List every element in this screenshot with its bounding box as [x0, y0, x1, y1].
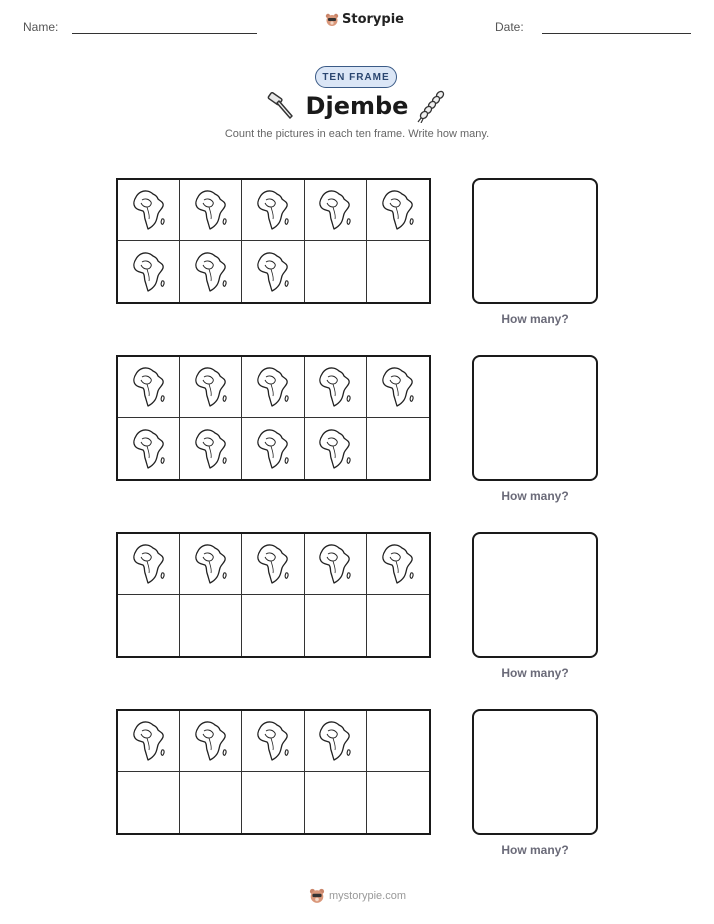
page-title: Djembe	[305, 92, 409, 120]
frame-cell-filled	[180, 418, 242, 479]
frame-cell-empty	[242, 595, 304, 656]
date-line[interactable]	[542, 33, 691, 34]
africa-map-icon	[315, 427, 355, 471]
frame-cell-empty	[242, 772, 304, 833]
frame-cell-filled	[118, 418, 180, 479]
frame-cell-filled	[242, 534, 304, 595]
frame-cell-filled	[118, 241, 180, 302]
frame-cell-filled	[305, 180, 367, 241]
ten-frame-2	[116, 355, 431, 481]
africa-map-icon	[129, 250, 169, 294]
frame-cell-empty	[118, 595, 180, 656]
brand-name: Storypie	[342, 12, 404, 27]
frame-cell-filled	[242, 241, 304, 302]
bear-icon	[309, 888, 325, 904]
how-many-label-3: How many?	[501, 666, 569, 680]
frame-cell-filled	[242, 711, 304, 772]
africa-map-icon	[378, 188, 418, 232]
ten-frame-3	[116, 532, 431, 658]
brand-logo	[325, 12, 404, 27]
frame-cell-filled	[118, 534, 180, 595]
frame-cell-filled	[367, 180, 429, 241]
africa-map-icon	[253, 719, 293, 763]
africa-map-icon	[253, 542, 293, 586]
answer-box-2[interactable]	[472, 355, 598, 481]
answer-box-3[interactable]	[472, 532, 598, 658]
ten-frame-badge: TEN FRAME	[315, 66, 397, 88]
frame-cell-empty	[367, 711, 429, 772]
africa-map-icon	[191, 188, 231, 232]
africa-map-icon	[191, 427, 231, 471]
frame-cell-filled	[305, 418, 367, 479]
africa-map-icon	[129, 365, 169, 409]
frame-cell-filled	[242, 357, 304, 418]
africa-map-icon	[253, 250, 293, 294]
frame-cell-filled	[305, 711, 367, 772]
frame-cell-empty	[305, 241, 367, 302]
frame-cell-filled	[367, 534, 429, 595]
frame-cell-filled	[180, 711, 242, 772]
frame-cell-empty	[367, 772, 429, 833]
frame-cell-filled	[180, 180, 242, 241]
name-label: Name:	[23, 20, 59, 34]
date-label: Date:	[495, 20, 524, 34]
footer-url[interactable]: mystorypie.com	[329, 890, 407, 902]
africa-map-icon	[315, 719, 355, 763]
answer-box-4[interactable]	[472, 709, 598, 835]
frame-cell-filled	[305, 357, 367, 418]
bear-icon	[325, 13, 339, 27]
ten-frame-1	[116, 178, 431, 304]
frame-cell-filled	[367, 357, 429, 418]
frame-cell-filled	[180, 534, 242, 595]
name-line[interactable]	[72, 33, 257, 34]
how-many-label-2: How many?	[501, 489, 569, 503]
instructions: Count the pictures in each ten frame. Write how many.	[224, 128, 490, 140]
africa-map-icon	[253, 427, 293, 471]
africa-map-icon	[191, 250, 231, 294]
rope-icon	[416, 89, 448, 123]
frame-cell-empty	[367, 418, 429, 479]
frame-cell-filled	[180, 357, 242, 418]
africa-map-icon	[191, 719, 231, 763]
ten-frame-4	[116, 709, 431, 835]
africa-map-icon	[129, 188, 169, 232]
how-many-label-1: How many?	[501, 312, 569, 326]
frame-cell-empty	[180, 772, 242, 833]
africa-map-icon	[129, 719, 169, 763]
frame-cell-empty	[180, 595, 242, 656]
frame-cell-filled	[118, 357, 180, 418]
frame-cell-empty	[118, 772, 180, 833]
frame-cell-empty	[367, 595, 429, 656]
africa-map-icon	[378, 365, 418, 409]
africa-map-icon	[253, 365, 293, 409]
africa-map-icon	[129, 427, 169, 471]
africa-map-icon	[191, 542, 231, 586]
africa-map-icon	[315, 542, 355, 586]
africa-map-icon	[378, 542, 418, 586]
how-many-label-4: How many?	[501, 843, 569, 857]
frame-cell-empty	[367, 241, 429, 302]
africa-map-icon	[129, 542, 169, 586]
africa-map-icon	[315, 365, 355, 409]
frame-cell-filled	[305, 534, 367, 595]
africa-map-icon	[191, 365, 231, 409]
frame-cell-empty	[305, 595, 367, 656]
africa-map-icon	[315, 188, 355, 232]
frame-cell-filled	[118, 180, 180, 241]
answer-box-1[interactable]	[472, 178, 598, 304]
frame-cell-empty	[305, 772, 367, 833]
africa-map-icon	[253, 188, 293, 232]
footer	[309, 888, 406, 904]
frame-cell-filled	[242, 180, 304, 241]
frame-cell-filled	[118, 711, 180, 772]
frame-cell-filled	[180, 241, 242, 302]
frame-cell-filled	[242, 418, 304, 479]
